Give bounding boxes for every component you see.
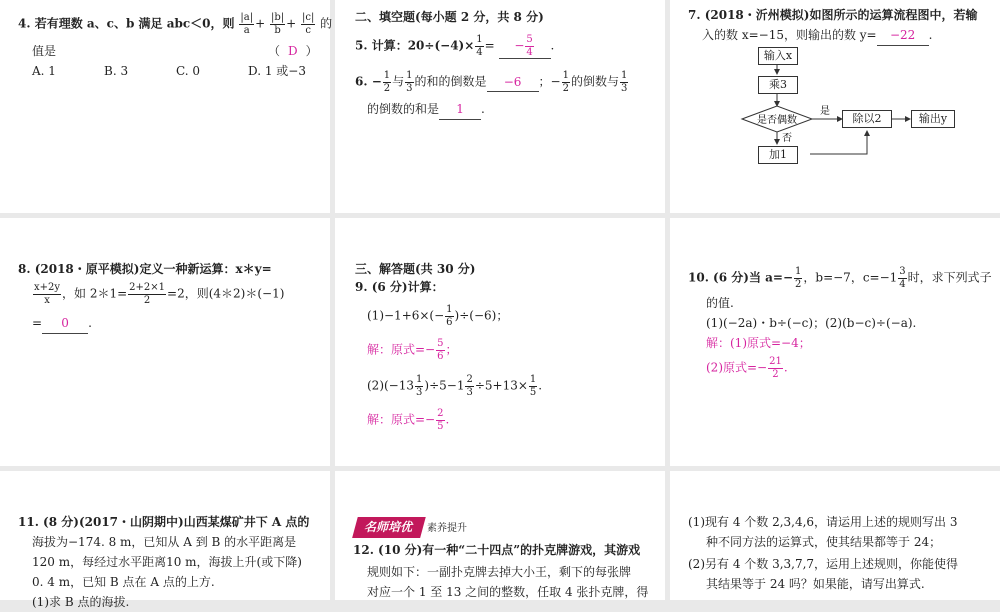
- q4-line-1: 4. 若有理数 a、c、b 满足 abc＜0，则 $\frac{|a|}{a}$ + $\frac{|b|}{b}$ + $\frac{|c|}{c}$ 的: [18, 12, 333, 36]
- flow-add-box: 加1: [758, 146, 798, 164]
- q7-line-2: 入的数 x=−15，则输出的数 y= −22 .: [702, 26, 932, 46]
- option-b: B. 3: [104, 64, 129, 78]
- q10-line-3: (1)(−2a)・b÷(−c)；(2)(b−c)÷(−a).: [706, 316, 917, 330]
- q7-answer: −22: [877, 26, 929, 46]
- q10-solution-2: (2)原式=− $\frac{21}{2}$ .: [706, 356, 788, 380]
- q10-line-2: 的值.: [706, 296, 734, 310]
- fill-in-panel: [335, 0, 665, 213]
- q4-answer: D: [288, 44, 298, 58]
- q9-solution-1: 解：原式=− $\frac{5}{6}$ ；: [367, 338, 458, 362]
- q7-line-1: 7. (2018・沂州模拟)如图所示的运算流程图中，若输: [688, 8, 978, 22]
- q10-line-1: 10. (6 分)当 a=− $\frac{1}{2}$ ，b=−7，c=−1 $\frac{3}{4}$ 时，求下列式子: [688, 266, 992, 290]
- q11-line-5: (1)求 B 点的海拔.: [32, 595, 130, 609]
- section-title-solve: 三、解答题(共 30 分): [355, 262, 476, 276]
- problem-4-panel: [0, 0, 333, 213]
- flow-decision: 是否偶数: [757, 115, 797, 126]
- teacher-badge: 名师培优: [352, 517, 426, 538]
- q12-part1-line-1: (1)现有 4 个数 2,3,4,6，请运用上述的规则写出 3: [688, 515, 958, 529]
- q11-line-1: 11. (8 分)(2017・山阴期中)山西某煤矿井下 A 点的: [18, 515, 310, 529]
- option-d: D. 1 或−3: [248, 64, 306, 78]
- q5-answer: − $\frac{5}{4}$: [499, 34, 551, 59]
- q12-line-3: 对应一个 1 至 13 之间的整数，任取 4 张扑克牌，得: [367, 585, 649, 599]
- badge-row: [355, 517, 467, 538]
- option-c: C. 0: [176, 64, 201, 78]
- q10-solution-1: 解：(1)原式=−4；: [706, 336, 811, 350]
- problem-7-panel: [670, 0, 1000, 213]
- q12-part2-line-1: (2)另有 4 个数 3,3,7,7，运用上述规则，你能使得: [688, 557, 959, 571]
- q12-part1-line-2: 种不同方法的运算式，使其结果都等于 24；: [706, 535, 942, 549]
- q11-line-4: 0. 4 m，已知 B 点在 A 点的上方.: [32, 575, 215, 589]
- flow-divide-box: 除以2: [842, 110, 892, 128]
- problem-12-panel: [335, 471, 665, 600]
- flow-no-label: 否: [782, 133, 792, 144]
- q6-answer-2: 1: [439, 100, 481, 120]
- fraction: $\frac{|a|}{a}$: [240, 12, 254, 36]
- q8-line-2: $\frac{x+2y}{x}$ ，如 2＊1= $\frac{2+2\times 1}{2}$ =2，则(4＊2)＊(−1): [34, 282, 285, 306]
- q5-line: 5. 计算：20÷(−4)× $\frac{1}{4}$ = − $\frac{5}{4}$ .: [355, 34, 555, 58]
- option-a: A. 1: [32, 64, 56, 78]
- q6-line-2: 的倒数的和是 1 .: [367, 100, 485, 120]
- problem-8-panel: [0, 218, 330, 466]
- q6-line-1: 6. − $\frac{1}{2}$ 与 $\frac{1}{3}$ 的和的倒数是 −6 ；− $\frac{1}{2}$ 的倒数与 $\frac{1}{3}$: [355, 70, 628, 94]
- fraction: $\frac{|b|}{b}$: [270, 12, 285, 36]
- q11-line-3: 120 m，每经过水平距离10 m，海拔上升(或下降): [32, 555, 302, 569]
- q12-line-2: 规则如下：一副扑克牌去掉大小王，剩下的每张牌: [367, 565, 632, 579]
- q12-line-1: 12. (10 分)有一种“二十四点”的扑克牌游戏，其游戏: [353, 543, 641, 557]
- flow-output-box: 输出y: [911, 110, 955, 128]
- q8-line-3: = 0 .: [32, 314, 92, 334]
- q4-line-2: 值是: [32, 44, 57, 58]
- problem-11-panel: [0, 471, 330, 609]
- q4-answer-bracket: （ D ）: [268, 44, 318, 58]
- fraction: $\frac{|c|}{c}$: [301, 12, 315, 36]
- q6-answer-1: −6: [487, 73, 539, 93]
- problem-12-continued-panel: [670, 471, 1000, 600]
- q4-options: [32, 62, 320, 81]
- problem-10-panel: [670, 218, 1000, 466]
- flow-multiply-box: 乘3: [758, 76, 798, 94]
- q9-sub2: (2)(−13 $\frac{1}{3}$ )÷5−1 $\frac{2}{3}$ ÷5+13× $\frac{1}{5}$ .: [367, 374, 543, 398]
- q8-line-1: 8. (2018・原平模拟)定义一种新运算：x＊y=: [18, 262, 272, 276]
- fraction: $\frac{1}{4}$: [476, 34, 483, 58]
- badge-subtitle: 素养提升: [427, 523, 468, 534]
- q9-sub1: (1)−1+6×(− $\frac{1}{6}$ )÷(−6)；: [367, 304, 509, 328]
- q8-answer: 0: [42, 314, 88, 334]
- q12-part2-line-2: 其结果等于 24 吗？如果能，请写出算式.: [706, 577, 925, 591]
- q9-solution-2: 解：原式=− $\frac{2}{5}$ .: [367, 408, 450, 432]
- flow-yes-label: 是: [820, 106, 830, 117]
- problem-9-panel: [335, 218, 665, 466]
- section-title-fill: 二、填空题(每小题 2 分，共 8 分): [355, 10, 544, 24]
- flow-input-box: 输入x: [758, 47, 798, 65]
- q9-title: 9. (6 分)计算：: [355, 280, 444, 294]
- q11-line-2: 海拔为−174. 8 m，已知从 A 到 B 的水平距离是: [32, 535, 297, 549]
